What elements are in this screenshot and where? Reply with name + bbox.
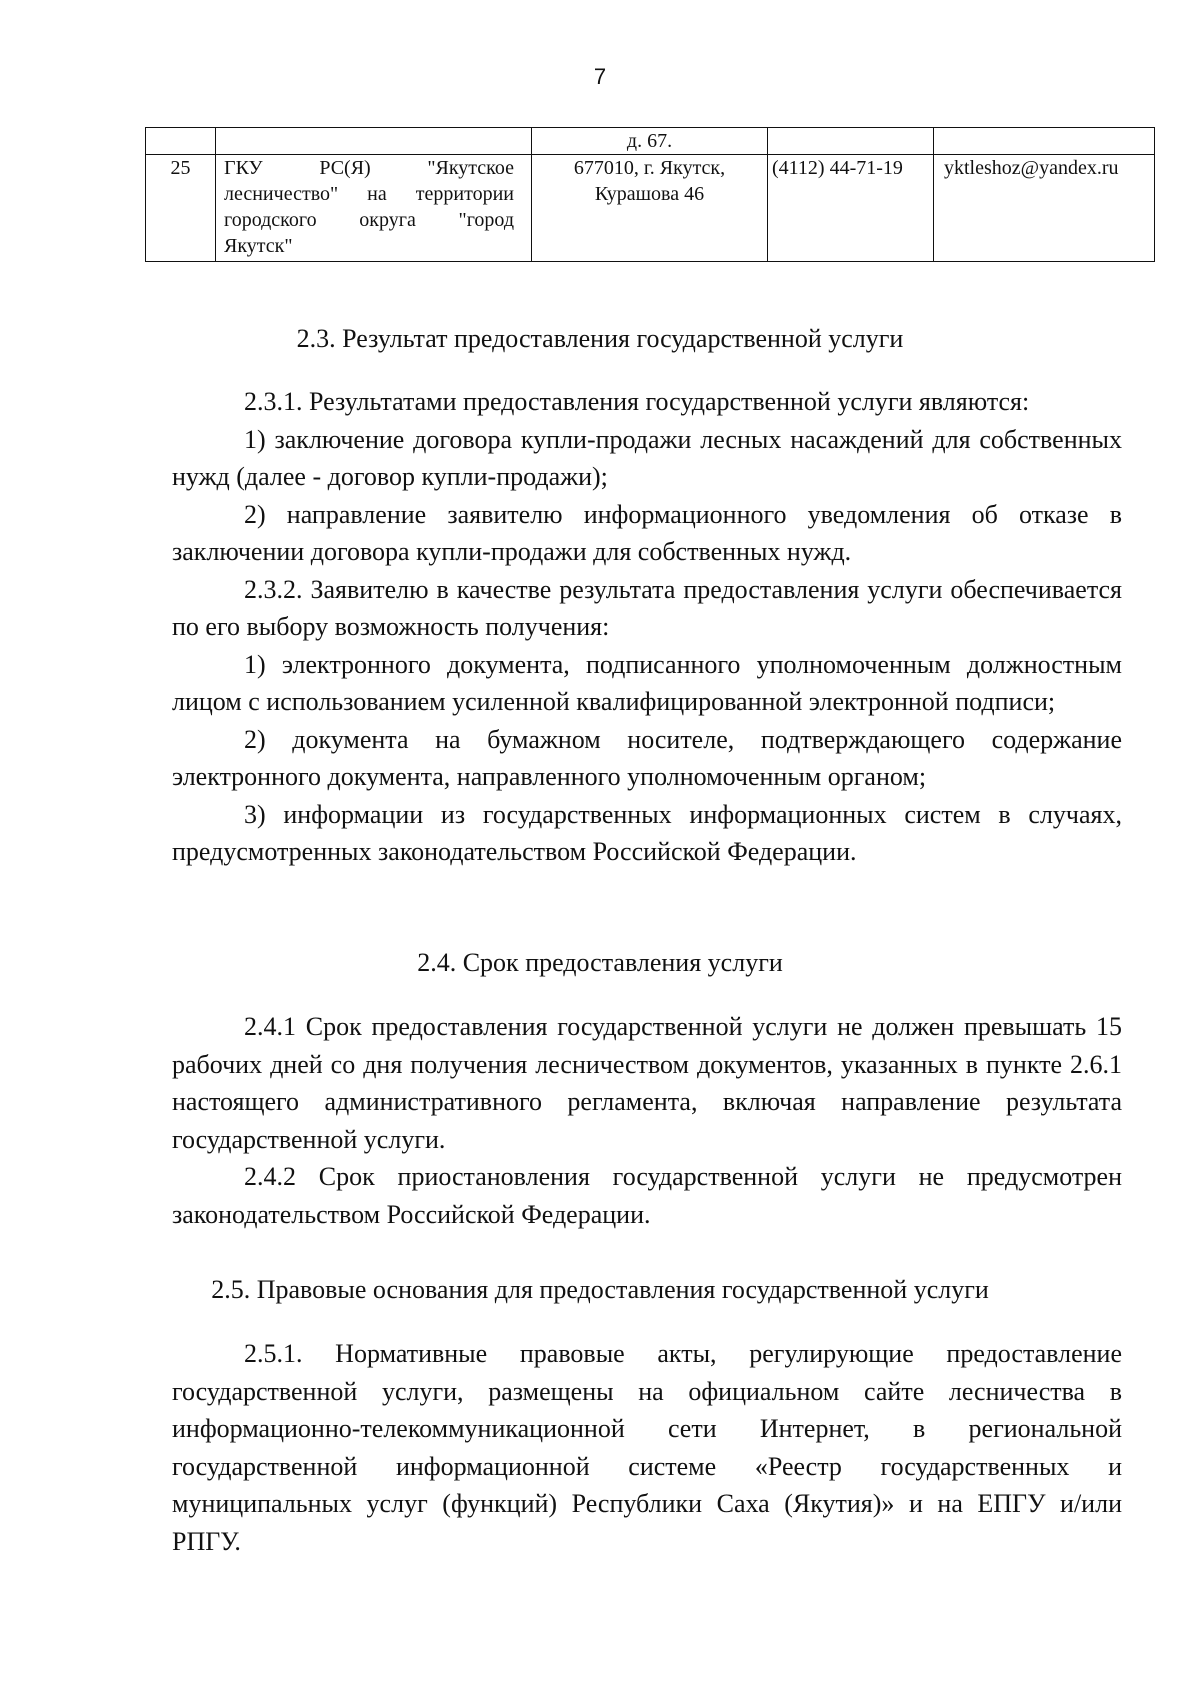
paragraph: 1) электронного документа, подписанного уполномоченным должностным лицом с использованием усиленной квалифицированной электронной подписи; (172, 649, 1122, 716)
name-line: ГКУ РС(Я) "Якутское (224, 157, 514, 179)
section-body-2-3 (172, 383, 1122, 871)
page-number: 7 (593, 64, 607, 89)
table-cell-address: д. 67. (532, 128, 768, 155)
section-heading-2-5: 2.5. Правовые основания для предоставления государственной услуги (211, 1275, 989, 1304)
table-cell-email (934, 128, 1155, 155)
section-heading-2-3: 2.3. Результат предоставления государственной услуги (296, 324, 904, 353)
table-row (146, 128, 1155, 155)
paragraph: 1) заключение договора купли-продажи лесных насаждений для собственных нужд (далее - договор купли-продажи); (172, 424, 1122, 491)
table-cell-name (216, 155, 532, 262)
paragraph: 2.4.2 Срок приостановления государственной услуги не предусмотрен законодательством Российской Федерации. (172, 1162, 1122, 1229)
section-heading-2-4: 2.4. Срок предоставления услуги (417, 948, 783, 977)
table-row (146, 155, 1155, 262)
paragraph: 2.5.1. Нормативные правовые акты, регулирующие предоставление государственной услуги, размещены на официальном сайте лесничества в информационно-телекоммуникационной сети Интернет, в региональной государственной информационной системе «Реестр государственных и муниципальных услуг (функций) Республики Саха (Якутия)» и на ЕПГУ и/или РПГУ. (172, 1339, 1122, 1556)
paragraph: 2.3.1. Результатами предоставления государственной услуги являются: (244, 387, 1030, 416)
address-line: 677010, г. Якутск, (573, 157, 726, 179)
name-line: городского округа "город (224, 209, 514, 231)
table-cell-phone (768, 128, 934, 155)
paragraph: 2) документа на бумажном носителе, подтверждающего содержание электронного документа, направленного уполномоченным органом; (172, 724, 1122, 791)
name-line: Якутск" (224, 235, 293, 257)
name-line: лесничество" на территории (224, 183, 514, 205)
table-cell-address (532, 155, 768, 262)
section-body-2-4 (172, 1008, 1122, 1233)
paragraph: 2.3.2. Заявителю в качестве результата предоставления услуги обеспечивается по его выбору возможность получения: (172, 574, 1122, 641)
address-line: Курашова 46 (594, 183, 705, 205)
table-cell-num (146, 128, 216, 155)
table-cell-phone: (4112) 44-71-19 (768, 155, 934, 262)
paragraph: 2) направление заявителю информационного уведомления об отказе в заключении договора купли-продажи для собственных нужд. (172, 499, 1122, 566)
table-cell-name (216, 128, 532, 155)
paragraph: 2.4.1 Срок предоставления государственной услуги не должен превышать 15 рабочих дней со дня получения лесничеством документов, указанных в пункте 2.6.1 настоящего административного регламента, включая направление результата государственной услуги. (172, 1012, 1122, 1154)
table-cell-email: yktleshoz@yandex.ru (934, 155, 1155, 262)
table-cell-num: 25 (146, 155, 216, 262)
section-body-2-5 (172, 1335, 1122, 1560)
contacts-table (145, 127, 1155, 262)
paragraph: 3) информации из государственных информационных систем в случаях, предусмотренных законодательством Российской Федерации. (172, 799, 1122, 866)
